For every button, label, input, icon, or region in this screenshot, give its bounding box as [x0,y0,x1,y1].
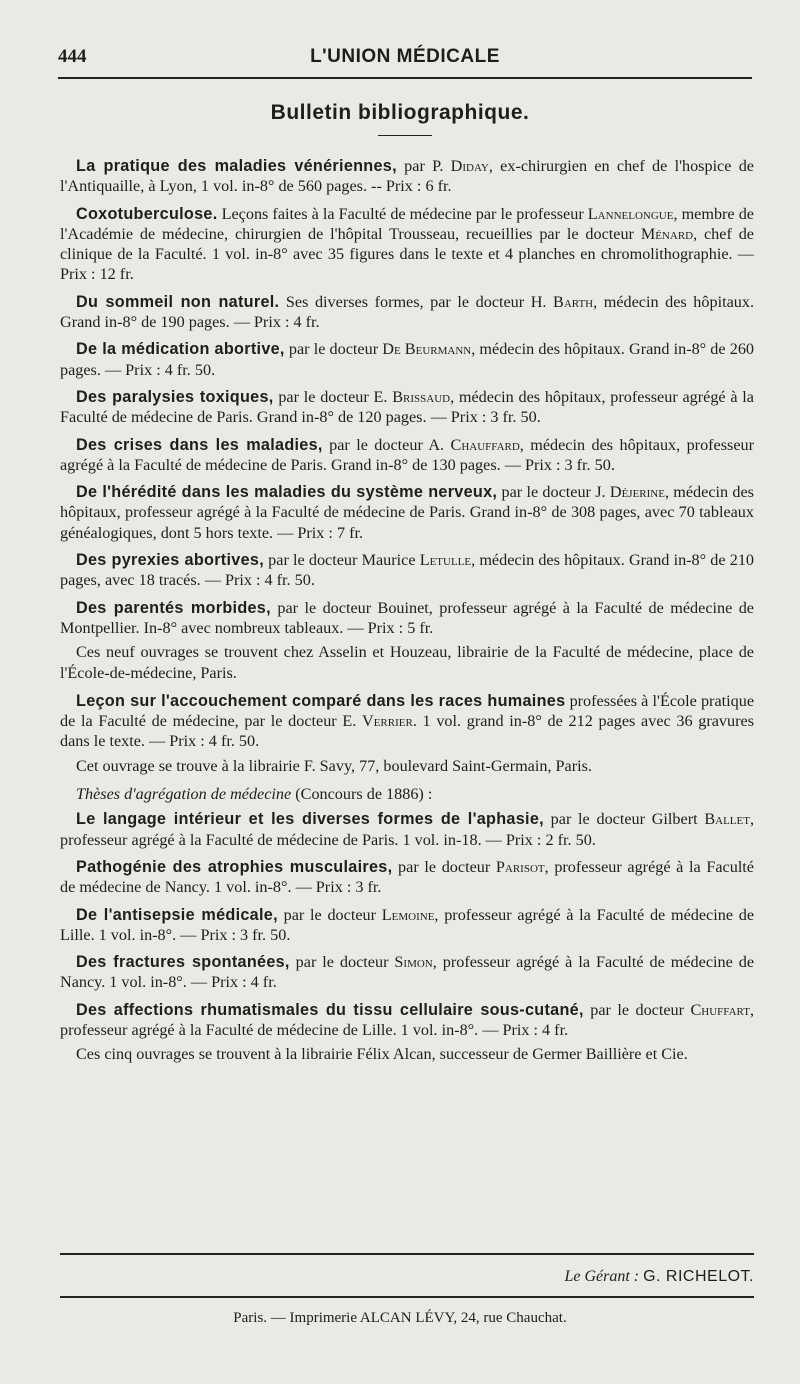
entry-title: Le langage intérieur et les diverses formes de l'aphasie, [76,810,544,829]
availability-note-1: Ces neuf ouvrages se trouvent chez Asselin et Houzeau, librairie de la Faculté de médecine, place de l'École-de-médecine, Paris. [60,643,754,682]
entry-text: , médecin des hôpitaux. Grand in-8° de 210 pages, avec 18 tracés. — Prix : 4 fr. 50. [60,551,755,590]
bibliography-entry [60,905,754,946]
entry-text: par le docteur Maurice [264,551,420,570]
entry-text: par le docteur A. [322,435,451,454]
entry-text: par le docteur [289,953,395,972]
entry-author: Ballet [704,810,750,829]
entry-text: par le docteur E. [273,387,393,406]
entry-author: Lannelongue [587,204,674,223]
entry-author: Verrier [362,712,413,731]
entry-text: Ses diverses formes, par le docteur H. [279,292,554,311]
entry-author: Letulle [419,551,472,570]
entry-group-1 [60,156,754,638]
bibliography-entry [60,598,754,639]
entry-author: Lemoine [381,905,435,924]
bibliography-entry [60,857,754,898]
footer-rule-1 [60,1253,754,1255]
entry-title: De la médication abortive, [76,340,285,359]
footer-rule-2 [60,1296,754,1298]
bibliography-entry [60,550,754,591]
entry-text: , chef de clinique de la Faculté. 1 vol. in-8° avec 35 figures dans le texte et 4 planches en chromolithographie. — Prix : 12 fr. [60,224,754,284]
entry-title: Pathogénie des atrophies musculaires, [76,857,393,876]
series-rest: (Concours de 1886) : [291,785,433,804]
entry-text: , membre de l'Académie de médecine, chirurgien de l'hôpital Trousseau, recueillies par le docteur [60,204,754,243]
bibliography-entry [60,809,754,850]
entry-lecon [60,691,754,752]
availability-note-3: Ces cinq ouvrages se trouvent à la librairie Félix Alcan, successeur de Germer Baillière et Cie. [76,1045,688,1064]
running-header [58,44,752,74]
bibliography-entry [60,339,754,380]
entry-author: Brissaud [392,387,451,406]
entry-text: professées à l'École pratique de la Faculté de médecine, par le docteur E. [60,691,755,731]
entry-group-2 [60,809,754,1040]
entry-text: , professeur agrégé à la Faculté de médecine de Nancy. 1 vol. in-8°. — Prix : 3 fr. [60,857,754,897]
entry-text: par le docteur Gilbert [543,810,705,829]
entry-author: De Beurmann [382,340,472,359]
series-heading [60,784,754,804]
entry-text: , ex-chirurgien en chef de l'hospice de l'Antiquaille, à Lyon, 1 vol. in-8° de 560 pages. -- Prix : 6 fr. [60,157,754,196]
entry-text: , médecin des hôpitaux, professeur agrégé à la Faculté de médecine de Paris. Grand in-8° de 130 pages. — Prix : 3 fr. 50. [60,435,755,474]
entry-text: , professeur agrégé à la Faculté de médecine de Lille. 1 vol. in-8°. — Prix : 4 fr. [60,1000,754,1039]
entry-text: par P. [396,157,451,175]
entry-title: Leçon sur l'accouchement comparé dans les races humaines [76,691,566,710]
entry-text: , médecin des hôpitaux, professeur agrégé à la Faculté de médecine de Paris. Grand in-8° de 308 pages, avec 70 tableaux généalogiques, dont 5 hors texte. — Prix : 7 fr. [60,483,754,542]
entry-author: Déjerine [609,483,665,502]
entry-author: Chauffard [450,435,520,454]
bibliography-entry [60,435,754,476]
availability-note-2: Cet ouvrage se trouve à la librairie F. Savy, 77, boulevard Saint-Germain, Paris. [76,756,592,775]
header-rule [58,77,752,79]
gerant-line [60,1268,754,1286]
entry-text: Leçons faites à la Faculté de médecine par le professeur [217,204,588,223]
entry-title: Des parentés morbides, [76,598,271,617]
entry-title: De l'antisepsie médicale, [76,905,278,924]
entry-text: , médecin des hôpitaux. Grand in-8° de 190 pages. — Prix : 4 fr. [60,292,754,332]
bibliography-body [60,156,754,1073]
entry-title: Des paralysies toxiques, [76,387,274,406]
entry-author: Barth [553,292,594,311]
entry-text: . 1 vol. grand in-8° de 212 pages avec 36 gravures dans le texte. — Prix : 4 fr. 50. [60,712,754,751]
journal-title: L'UNION MÉDICALE [310,46,500,67]
entry-text: par le docteur [277,905,382,924]
bibliography-entry [60,387,754,428]
entry-title: Des pyrexies abortives, [76,551,265,570]
gerant-label: Le Gérant : [564,1268,640,1285]
entry-text: par le docteur [284,340,383,359]
entry-text: par le docteur [392,857,496,876]
bibliography-entry [60,156,754,197]
section-title: Bulletin bibliographique. [270,101,530,124]
series-italic: Thèses d'agrégation de médecine [76,785,292,804]
gerant-name: G. RICHELOT. [643,1268,754,1285]
entry-author: Ménard [640,224,694,243]
bibliography-entry [60,292,754,333]
entry-text: par le docteur J. [497,483,610,502]
entry-title: Du sommeil non naturel. [76,292,280,311]
entry-text: , professeur agrégé à la Faculté de médecine de Lille. 1 vol. in-8°. — Prix : 3 fr. 50. [60,905,755,944]
entry-title: Des fractures spontanées, [76,953,290,972]
entry-title: Des crises dans les maladies, [76,435,323,454]
entry-title: La pratique des maladies vénériennes, [76,157,397,175]
entry-text: , médecin des hôpitaux. Grand in-8° de 260 pages. — Prix : 4 fr. 50. [60,340,755,379]
title-rule [378,135,432,136]
entry-text: par le docteur [583,1000,691,1019]
entry-author: Chuffart [690,1000,750,1019]
entry-title: Coxotuberculose. [76,204,218,223]
page-number: 444 [58,46,87,67]
entry-text: , médecin des hôpitaux, professeur agrégé à la Faculté de médecine de Paris. Grand in-8° de 120 pages. — Prix : 3 fr. 50. [60,387,754,427]
entry-author: Parisot [495,857,545,876]
bibliography-entry [60,1000,754,1041]
entry-text: , professeur agrégé à la Faculté de médecine de Nancy. 1 vol. in-8°. — Prix : 4 fr. [60,953,754,992]
entry-author: Diday [450,157,489,175]
entry-title: Des affections rhumatismales du tissu cellulaire sous-cutané, [76,1000,584,1019]
entry-author: Simon [394,953,433,972]
entry-text: , professeur agrégé à la Faculté de médecine de Paris. 1 vol. in-18. — Prix : 2 fr. 50. [60,810,754,849]
bibliography-entry [60,482,754,543]
bibliography-entry [60,952,754,993]
bibliography-entry [60,204,754,285]
entry-text: par le docteur Bouinet, professeur agrégé à la Faculté de médecine de Montpellier. In-8° avec nombreux tableaux. — Prix : 5 fr. [60,598,754,637]
printer-line: Paris. — Imprimerie ALCAN LÉVY, 24, rue Chauchat. [233,1310,567,1326]
entry-title: De l'hérédité dans les maladies du système nerveux, [76,483,498,502]
